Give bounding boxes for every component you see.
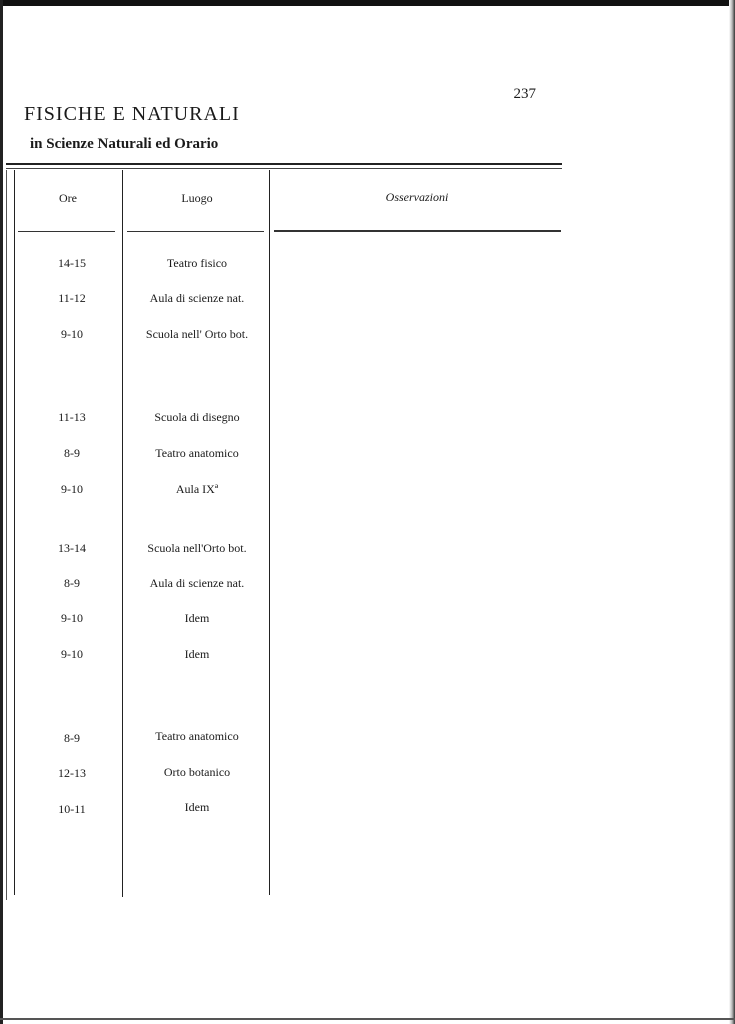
cell-ore: 10-11: [58, 802, 86, 816]
header-underline-ore: [18, 231, 115, 232]
page-left-inner-edge: [6, 170, 7, 900]
header-underline-osservazioni: [274, 230, 561, 232]
cell-luogo: Teatro fisico: [166, 256, 228, 270]
page-bottom-edge: [0, 1018, 735, 1020]
page-number: 237: [513, 86, 536, 102]
header-underline-luogo: [127, 231, 264, 232]
page-right-edge: [729, 0, 735, 1024]
cell-ore: 9-10: [61, 611, 83, 625]
page-subheading: in Scienze Naturali ed Orario: [30, 136, 219, 152]
cell-ore: 9-10: [61, 482, 83, 496]
cell-luogo: Aula IXª: [175, 482, 219, 496]
cell-luogo: Orto botanico: [163, 765, 231, 779]
cell-luogo: Idem: [184, 611, 210, 625]
cell-ore: 12-13: [58, 766, 86, 780]
page-left-edge: [0, 0, 3, 1024]
column-header-luogo: Luogo: [181, 191, 213, 205]
cell-ore: 13-14: [58, 541, 86, 555]
cell-ore: 9-10: [61, 647, 83, 661]
column-header-ore: Ore: [59, 191, 77, 205]
cell-ore: 11-13: [58, 410, 86, 424]
page-top-edge: [0, 0, 735, 6]
cell-luogo: Scuola di disegno: [154, 410, 240, 424]
cell-ore: 8-9: [64, 731, 80, 745]
column-divider-ore-luogo: [122, 170, 123, 897]
cell-luogo: Scuola nell'Orto bot.: [147, 541, 247, 555]
cell-luogo: Teatro anatomico: [155, 446, 239, 460]
header-rule-thick: [6, 163, 562, 165]
column-header-osservazioni: Osservazioni: [385, 190, 449, 204]
header-rule-thin: [6, 168, 562, 169]
cell-luogo: Idem: [184, 800, 210, 814]
cell-luogo: Aula di scienze nat.: [149, 576, 245, 590]
cell-luogo: Scuola nell' Orto bot.: [145, 327, 249, 341]
cell-ore: 8-9: [64, 446, 80, 460]
cell-luogo: Aula di scienze nat.: [149, 291, 245, 305]
table-left-line: [14, 170, 15, 895]
column-divider-luogo-osservazioni: [269, 170, 270, 895]
cell-ore: 11-12: [58, 291, 86, 305]
cell-luogo: Teatro anatomico: [155, 729, 239, 743]
cell-ore: 14-15: [58, 256, 86, 270]
cell-ore: 8-9: [64, 576, 80, 590]
cell-luogo: Idem: [184, 647, 210, 661]
cell-ore: 9-10: [61, 327, 83, 341]
page-heading: FISICHE E NATURALI: [24, 103, 240, 125]
